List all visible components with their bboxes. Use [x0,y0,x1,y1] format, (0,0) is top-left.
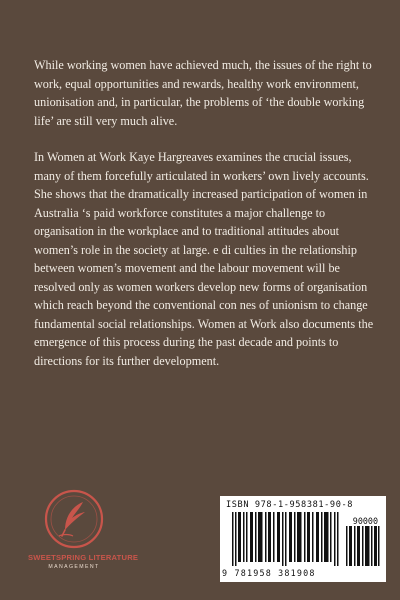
price-code: 90000 [352,516,378,526]
isbn-barcode [220,496,386,582]
price-barcode-bars [346,526,380,566]
blurb-text [34,56,376,388]
isbn-label: ISBN 978-1-958381-90-8 [226,500,354,510]
barcode-bars [232,512,340,566]
publisher-name: SWEETSPRING LITERATURE [28,553,139,562]
publisher-subtitle: MANAGEMENT [48,564,100,570]
blurb-paragraph-1: While working women have achieved much, the issues of the right to work, equal opportunities and rewards, healthy work environment, unionisation and, in particular, the problems of ‘the double working life’ are still very much alive. [34,58,372,128]
barcode-digits: 9 781958 381908 [222,568,316,578]
blurb-paragraph-2: In Women at Work Kaye Hargreaves examines the crucial issues, many of them forcefully articulated in workers’ own lively accounts. She shows that the dramatically increased participation of women in Australia ‘s paid workforce constitutes a major challenge to organisation in the workplace and to traditional attitudes about women’s role in the society at large. e di culties in the relationship between women’s movement and the labour movement will be resolved only as women workers develop new forms of organisation which reach beyond the conventional con nes of unionism to change fundamental social relationships. Women at Work also documents the emergence of this process during the past decade and points to directions for its further development. [34,150,374,368]
publisher-logo [28,488,139,588]
quill-feather-icon [43,488,105,550]
